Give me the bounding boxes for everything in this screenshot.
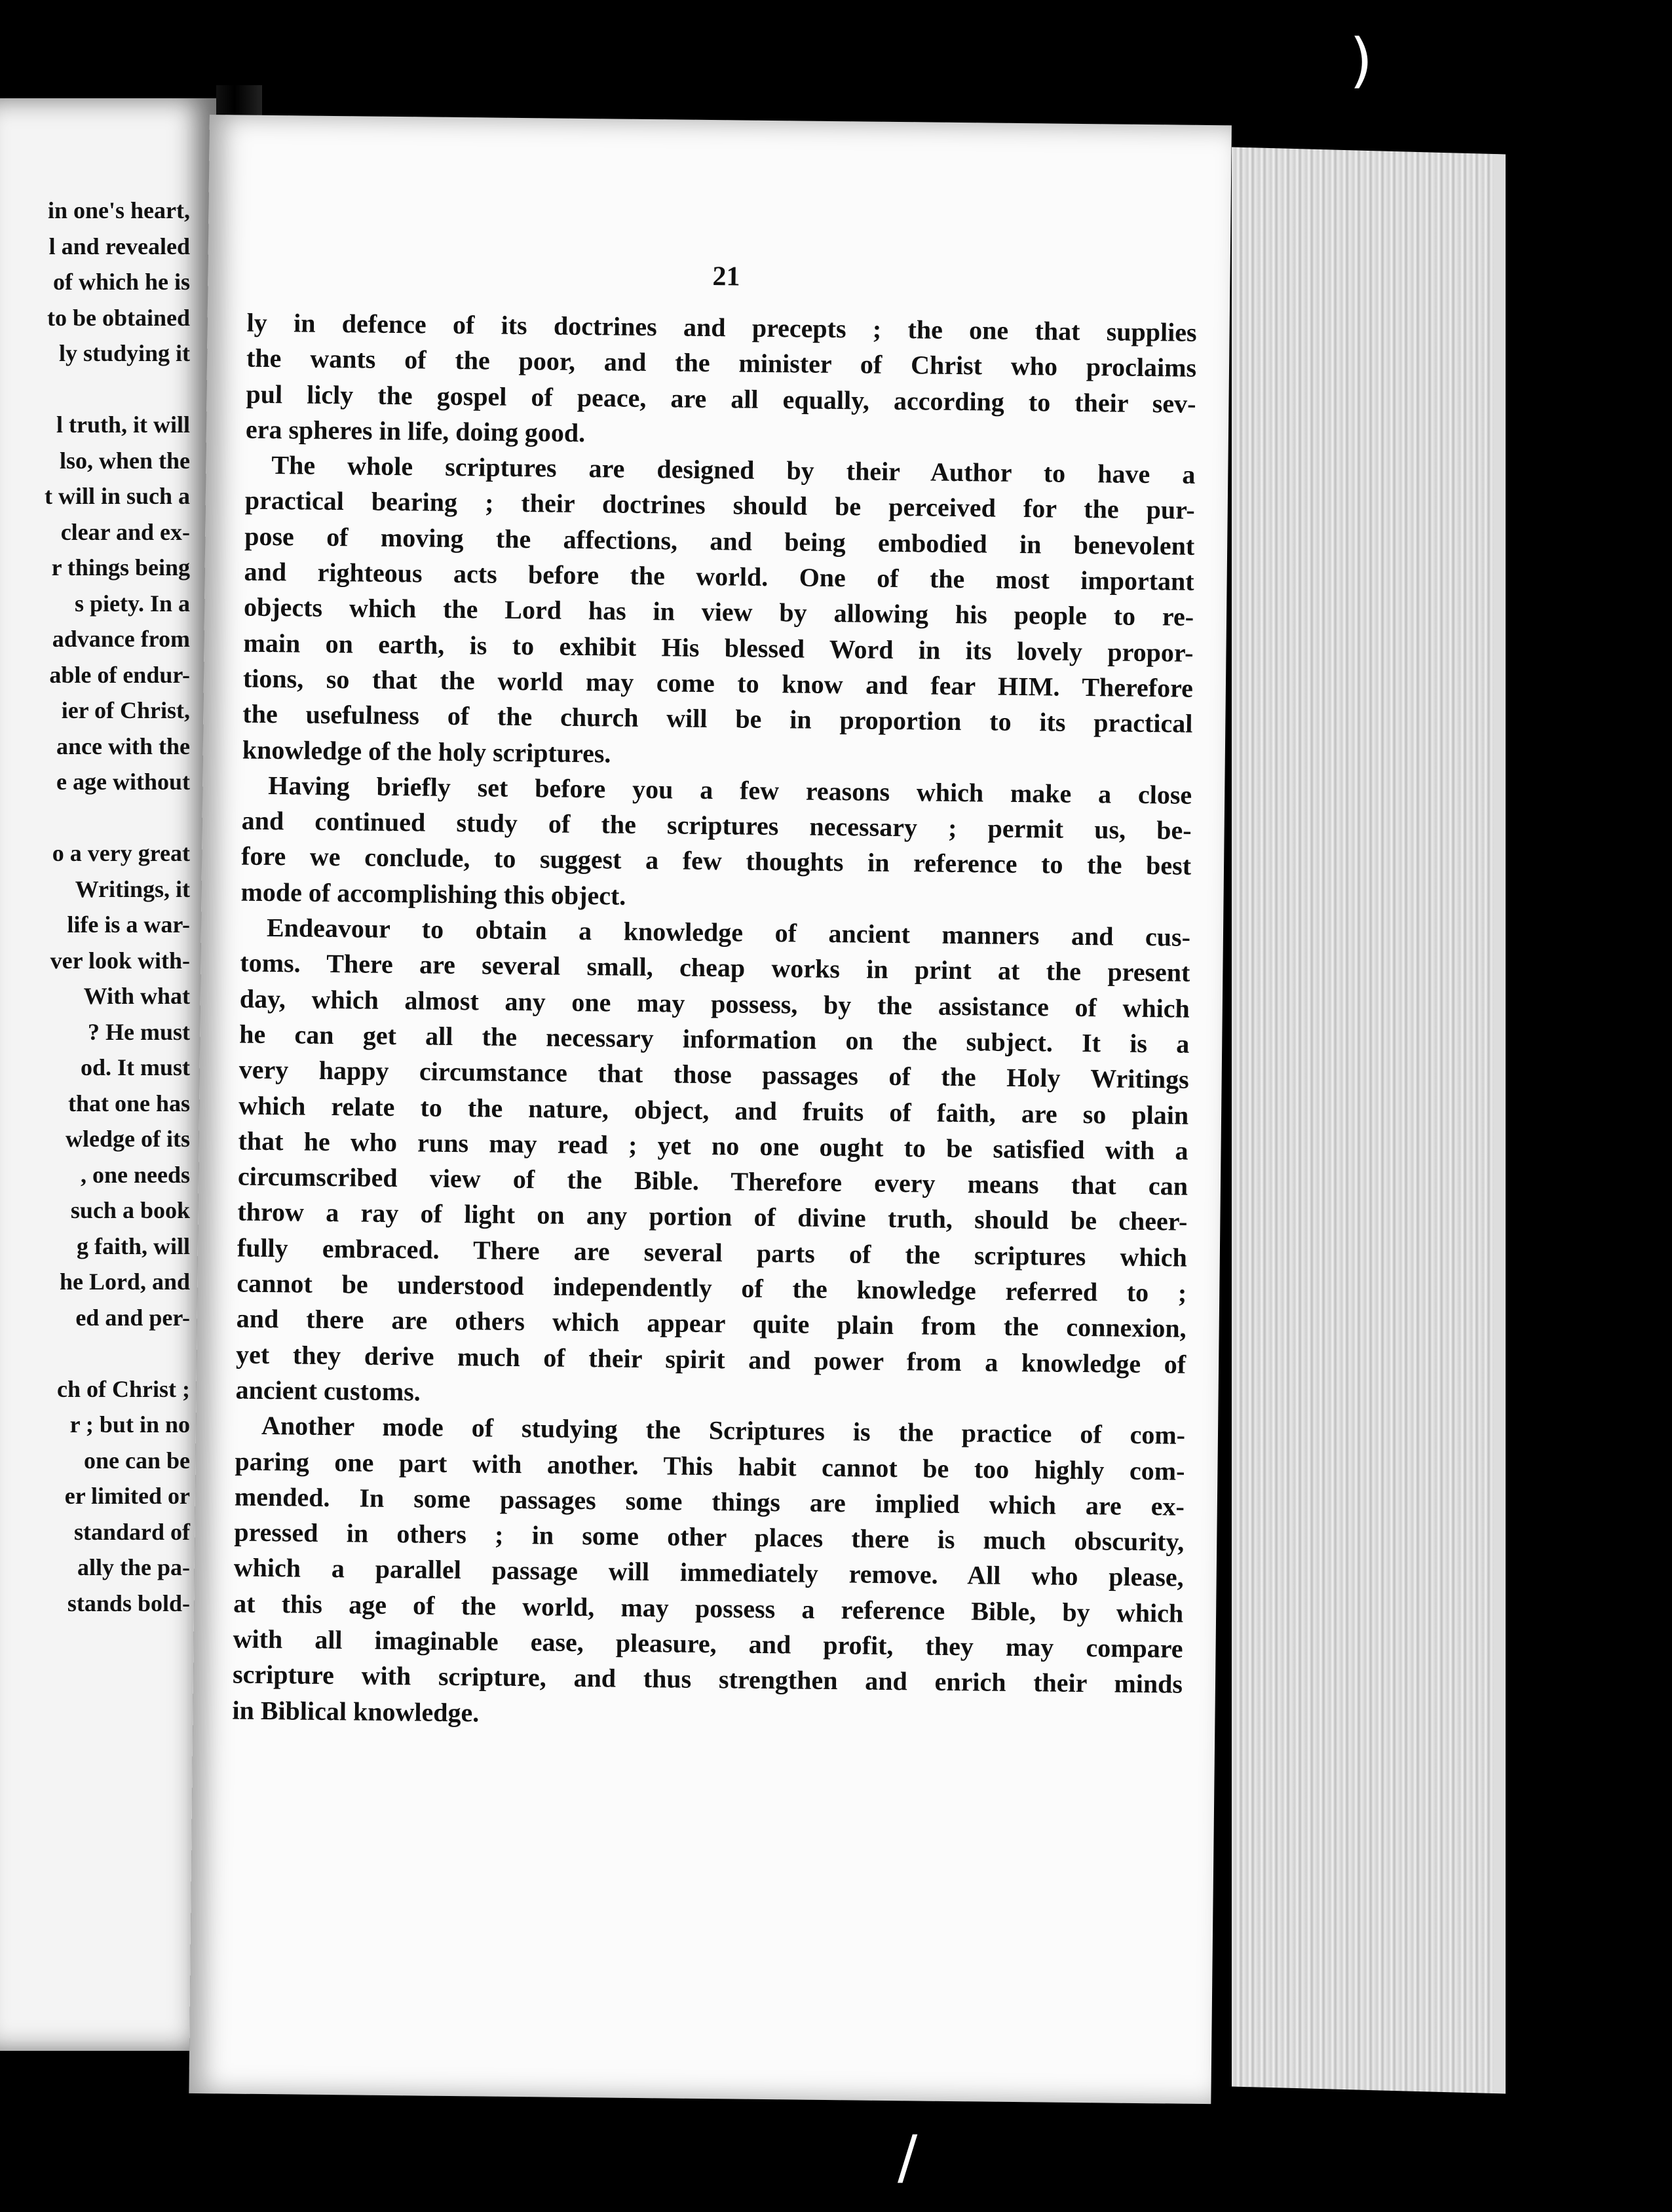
text-line: circumscribed view of the Bible. Therefore every means that can xyxy=(237,1161,1188,1201)
left-page-line: ance with the xyxy=(56,733,190,759)
text-line: Having briefly set before you a few reasons which make a close xyxy=(268,770,1192,810)
left-page-line: able of endur- xyxy=(49,661,190,688)
page-edges-stack xyxy=(1232,147,1506,2094)
text-line: paring one part with another. This habit cannot be too highly com- xyxy=(235,1446,1185,1486)
left-page-line: ier of Christ, xyxy=(61,697,190,723)
facing-page-left xyxy=(0,98,216,2051)
text-line: objects which the Lord has in view by allowing his people to re- xyxy=(243,592,1194,632)
left-page-line: ed and per- xyxy=(75,1304,190,1331)
text-line: he can get all the necessary information on the subject. It is a xyxy=(239,1019,1190,1059)
left-page-line: , one needs xyxy=(80,1161,190,1188)
text-line: pul licly the gospel of peace, are all equally, according to their sev- xyxy=(246,379,1196,419)
scan-mark-top-right: ) xyxy=(1350,26,1373,95)
text-line: main on earth, is to exhibit His blessed Word in its lovely propor- xyxy=(243,628,1194,668)
text-line: in Biblical knowledge. xyxy=(232,1695,480,1728)
left-page-line: ly studying it xyxy=(58,340,190,366)
left-page-line: s piety. In a xyxy=(74,590,190,617)
page-21 xyxy=(189,115,1232,2104)
left-page-line: l and revealed xyxy=(48,233,190,259)
scan-mark-bottom: / xyxy=(898,2123,918,2192)
left-page-line: of which he is xyxy=(52,269,190,295)
left-page-line: With what xyxy=(83,983,190,1009)
text-line: mended. In some passages some things are implied which are ex- xyxy=(234,1481,1185,1521)
text-line: The whole scriptures are designed by their Author to have a xyxy=(271,450,1196,489)
text-line: pressed in others ; in some other places there is much obscurity, xyxy=(234,1517,1185,1557)
text-line: practical bearing ; their doctrines should be perceived for the pur- xyxy=(244,486,1195,525)
left-page-line: Writings, it xyxy=(75,875,190,902)
text-line: throw a ray of light on any portion of divine truth, should be cheer- xyxy=(237,1196,1188,1237)
text-line: and there are others which appear quite plain from the connexion, xyxy=(236,1303,1187,1344)
left-page-line: r ; but in no xyxy=(69,1411,190,1438)
body-text xyxy=(232,305,1197,1738)
left-page-line: t will in such a xyxy=(44,483,190,509)
left-page-line: ? He must xyxy=(88,1018,190,1045)
left-page-line: life is a war- xyxy=(67,911,190,938)
text-line: and righteous acts before the world. One of the most important xyxy=(244,556,1194,596)
left-page-line: ch of Christ ; xyxy=(57,1375,190,1402)
left-page-line: stands bold- xyxy=(67,1590,190,1616)
left-page-line: such a book xyxy=(70,1197,190,1223)
text-line: which relate to the nature, object, and fruits of faith, are so plain xyxy=(238,1090,1189,1130)
text-line: fully embraced. There are several parts of the scriptures which xyxy=(237,1232,1188,1272)
left-page-line: g faith, will xyxy=(76,1232,190,1259)
left-page-line: od. It must xyxy=(80,1054,190,1080)
text-line: that he who runs may read ; yet no one ought to be satisfied with a xyxy=(238,1126,1188,1166)
left-page-line: in one's heart, xyxy=(47,197,190,223)
text-line: knowledge of the holy scriptures. xyxy=(242,734,611,769)
text-line: fore we conclude, to suggest a few thoughts in reference to the best xyxy=(240,841,1192,881)
text-line: Another mode of studying the Scriptures is the practice of com- xyxy=(261,1411,1186,1450)
left-page-line: wledge of its xyxy=(66,1126,190,1152)
left-page-line: he Lord, and xyxy=(59,1268,190,1295)
left-page-line: to be obtained xyxy=(47,304,190,331)
left-page-line: o a very great xyxy=(52,840,190,866)
text-line: Endeavour to obtain a knowledge of ancient manners and cus- xyxy=(266,913,1191,952)
left-page-line: ver look with- xyxy=(50,947,190,974)
left-page-line: standard of xyxy=(73,1518,190,1545)
text-line: the usefulness of the church will be in proportion to its practical xyxy=(242,698,1193,739)
text-line: ancient customs. xyxy=(235,1375,421,1407)
text-line: day, which almost any one may possess, by the assistance of which xyxy=(239,983,1190,1023)
text-line: toms. There are several small, cheap works in print at the present xyxy=(240,947,1190,988)
left-page-line: e age without xyxy=(56,769,190,795)
text-line: at this age of the world, may possess a reference Bible, by which xyxy=(233,1588,1184,1628)
left-page-line: advance from xyxy=(52,626,190,652)
left-page-line: lso, when the xyxy=(59,447,190,474)
text-line: the wants of the poor, and the minister of Christ who proclaims xyxy=(246,343,1197,383)
text-line: which a parallel passage will immediately remove. All who please, xyxy=(233,1552,1184,1593)
text-line: tions, so that the world may come to know and fear HIM. Therefore xyxy=(242,663,1194,703)
text-line: era spheres in life, doing good. xyxy=(245,414,586,448)
text-line: cannot be understood independently of the knowledge referred to ; xyxy=(237,1268,1187,1308)
text-line: very happy circumstance that those passages of the Holy Writings xyxy=(238,1054,1189,1094)
page-number: 21 xyxy=(712,261,740,292)
text-line: and continued study of the scriptures necessary ; permit us, be- xyxy=(241,805,1192,845)
left-page-line: er limited or xyxy=(64,1483,190,1509)
text-line: ly in defence of its doctrines and precepts ; the one that supplies xyxy=(246,307,1197,347)
text-line: pose of moving the affections, and being embodied in benevolent xyxy=(244,521,1195,561)
left-page-line: r things being xyxy=(51,554,190,581)
text-line: mode of accomplishing this object. xyxy=(240,877,626,911)
left-page-line: l truth, it will xyxy=(56,411,190,438)
text-line: scripture with scripture, and thus strengthen and enrich their minds xyxy=(232,1659,1183,1699)
left-page-line: that one has xyxy=(67,1090,190,1116)
left-page-line: ally the pa- xyxy=(77,1554,190,1580)
text-line: with all imaginable ease, pleasure, and profit, they may compare xyxy=(233,1624,1183,1664)
left-page-line: clear and ex- xyxy=(60,518,190,545)
left-page-line: one can be xyxy=(84,1447,190,1474)
text-line: yet they derive much of their spirit and power from a knowledge of xyxy=(235,1339,1187,1379)
